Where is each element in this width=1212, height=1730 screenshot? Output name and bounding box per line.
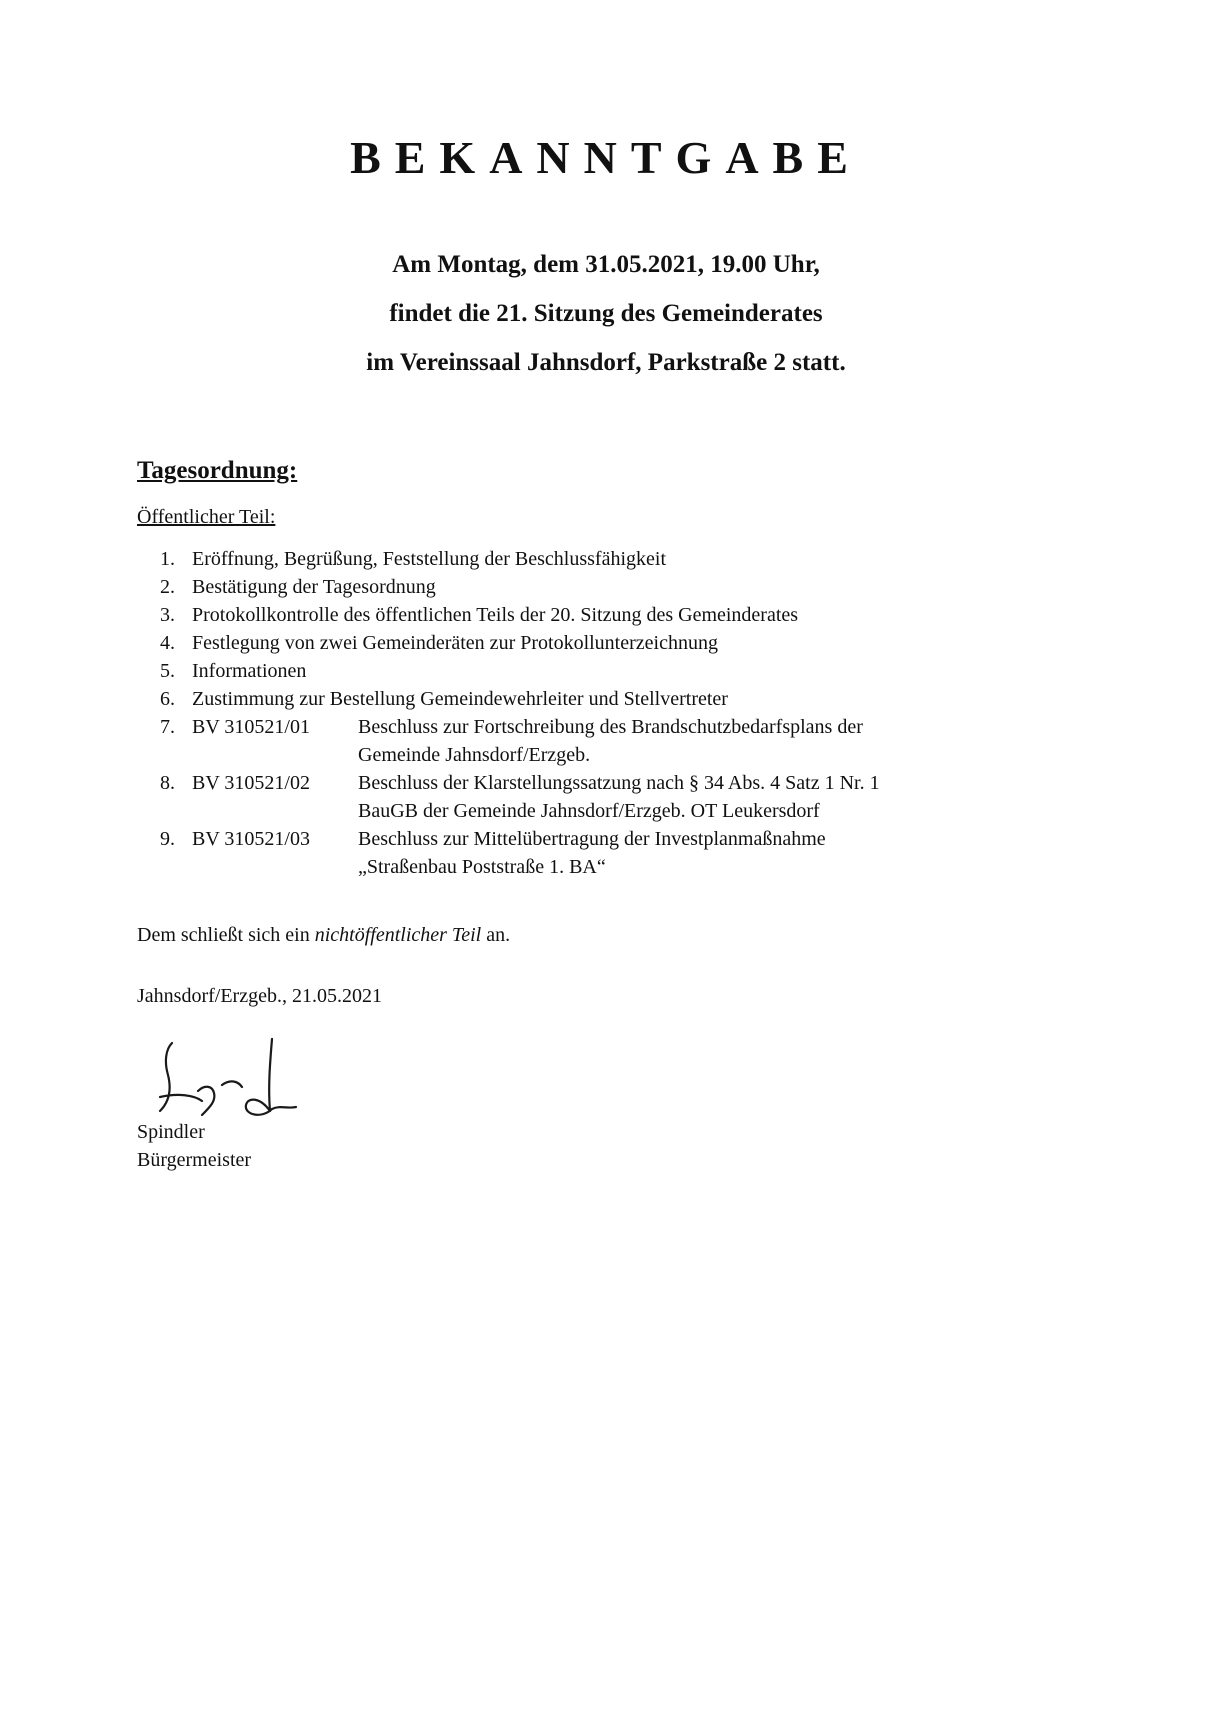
agenda-item-5	[137, 657, 1037, 685]
agenda-item-text-continued: BauGB der Gemeinde Jahnsdorf/Erzgeb. OT Leukersdorf	[358, 800, 820, 822]
intro-line-location: im Vereinssaal Jahnsdorf, Parkstraße 2 statt.	[366, 349, 846, 376]
agenda-item-number: 4.	[160, 632, 175, 654]
signer-role: Bürgermeister	[137, 1149, 252, 1171]
agenda-item-number: 7.	[160, 716, 175, 738]
agenda-item-text: Beschluss zur Mittelübertragung der Investplanmaßnahme	[358, 828, 826, 850]
agenda-item-text: Bestätigung der Tagesordnung	[192, 576, 436, 598]
agenda-list	[137, 545, 1037, 881]
agenda-item-number: 6.	[160, 688, 175, 710]
intro-line-date: Am Montag, dem 31.05.2021, 19.00 Uhr,	[392, 251, 820, 278]
place-and-date: Jahnsdorf/Erzgeb., 21.05.2021	[137, 985, 382, 1007]
agenda-item-6	[137, 685, 1037, 713]
agenda-item-number: 1.	[160, 548, 175, 570]
agenda-item-number: 8.	[160, 772, 175, 794]
agenda-item-number: 3.	[160, 604, 175, 626]
agenda-item-text: Zustimmung zur Bestellung Gemeindewehrleiter und Stellvertreter	[192, 688, 728, 710]
agenda-item-number: 9.	[160, 828, 175, 850]
agenda-item-text: Beschluss zur Fortschreibung des Brandschutzbedarfsplans der	[358, 716, 863, 738]
agenda-item-text-continued: „Straßenbau Poststraße 1. BA“	[358, 856, 606, 878]
agenda-item-3	[137, 601, 1037, 629]
closing-emphasis: nichtöffentlicher Teil	[314, 924, 482, 946]
public-part-heading: Öffentlicher Teil:	[137, 506, 276, 528]
agenda-item-text: Eröffnung, Begrüßung, Feststellung der Beschlussfähigkeit	[192, 548, 667, 570]
handwritten-signature	[150, 1035, 300, 1125]
agenda-item-8	[137, 769, 1037, 825]
meeting-intro	[0, 247, 1212, 394]
signer-name: Spindler	[137, 1121, 205, 1143]
agenda-item-number: 2.	[160, 576, 175, 598]
agenda-item-text-continued: Gemeinde Jahnsdorf/Erzgeb.	[358, 744, 591, 766]
closing-text-before: Dem schließt sich ein	[137, 924, 315, 946]
agenda-item-text: Protokollkontrolle des öffentlichen Teils der 20. Sitzung des Gemeinderates	[192, 604, 799, 626]
agenda-item-2	[137, 573, 1037, 601]
resolution-code: BV 310521/02	[192, 772, 310, 794]
closing-text-after: an.	[481, 924, 511, 946]
agenda-item-9	[137, 825, 1037, 881]
agenda-item-1	[137, 545, 1037, 573]
document-title: BEKANNTGABE	[350, 132, 862, 183]
agenda-item-text: Beschluss der Klarstellungssatzung nach § 34 Abs. 4 Satz 1 Nr. 1	[358, 772, 880, 794]
agenda-item-text: Informationen	[192, 660, 307, 682]
resolution-code: BV 310521/01	[192, 716, 310, 738]
agenda-heading: Tagesordnung:	[137, 457, 298, 484]
resolution-code: BV 310521/03	[192, 828, 310, 850]
agenda-item-number: 5.	[160, 660, 175, 682]
intro-line-session: findet die 21. Sitzung des Gemeinderates	[389, 300, 823, 327]
agenda-item-4	[137, 629, 1037, 657]
closing-note	[137, 920, 510, 950]
agenda-item-text: Festlegung von zwei Gemeinderäten zur Protokollunterzeichnung	[192, 632, 718, 654]
agenda-item-7	[137, 713, 1037, 769]
